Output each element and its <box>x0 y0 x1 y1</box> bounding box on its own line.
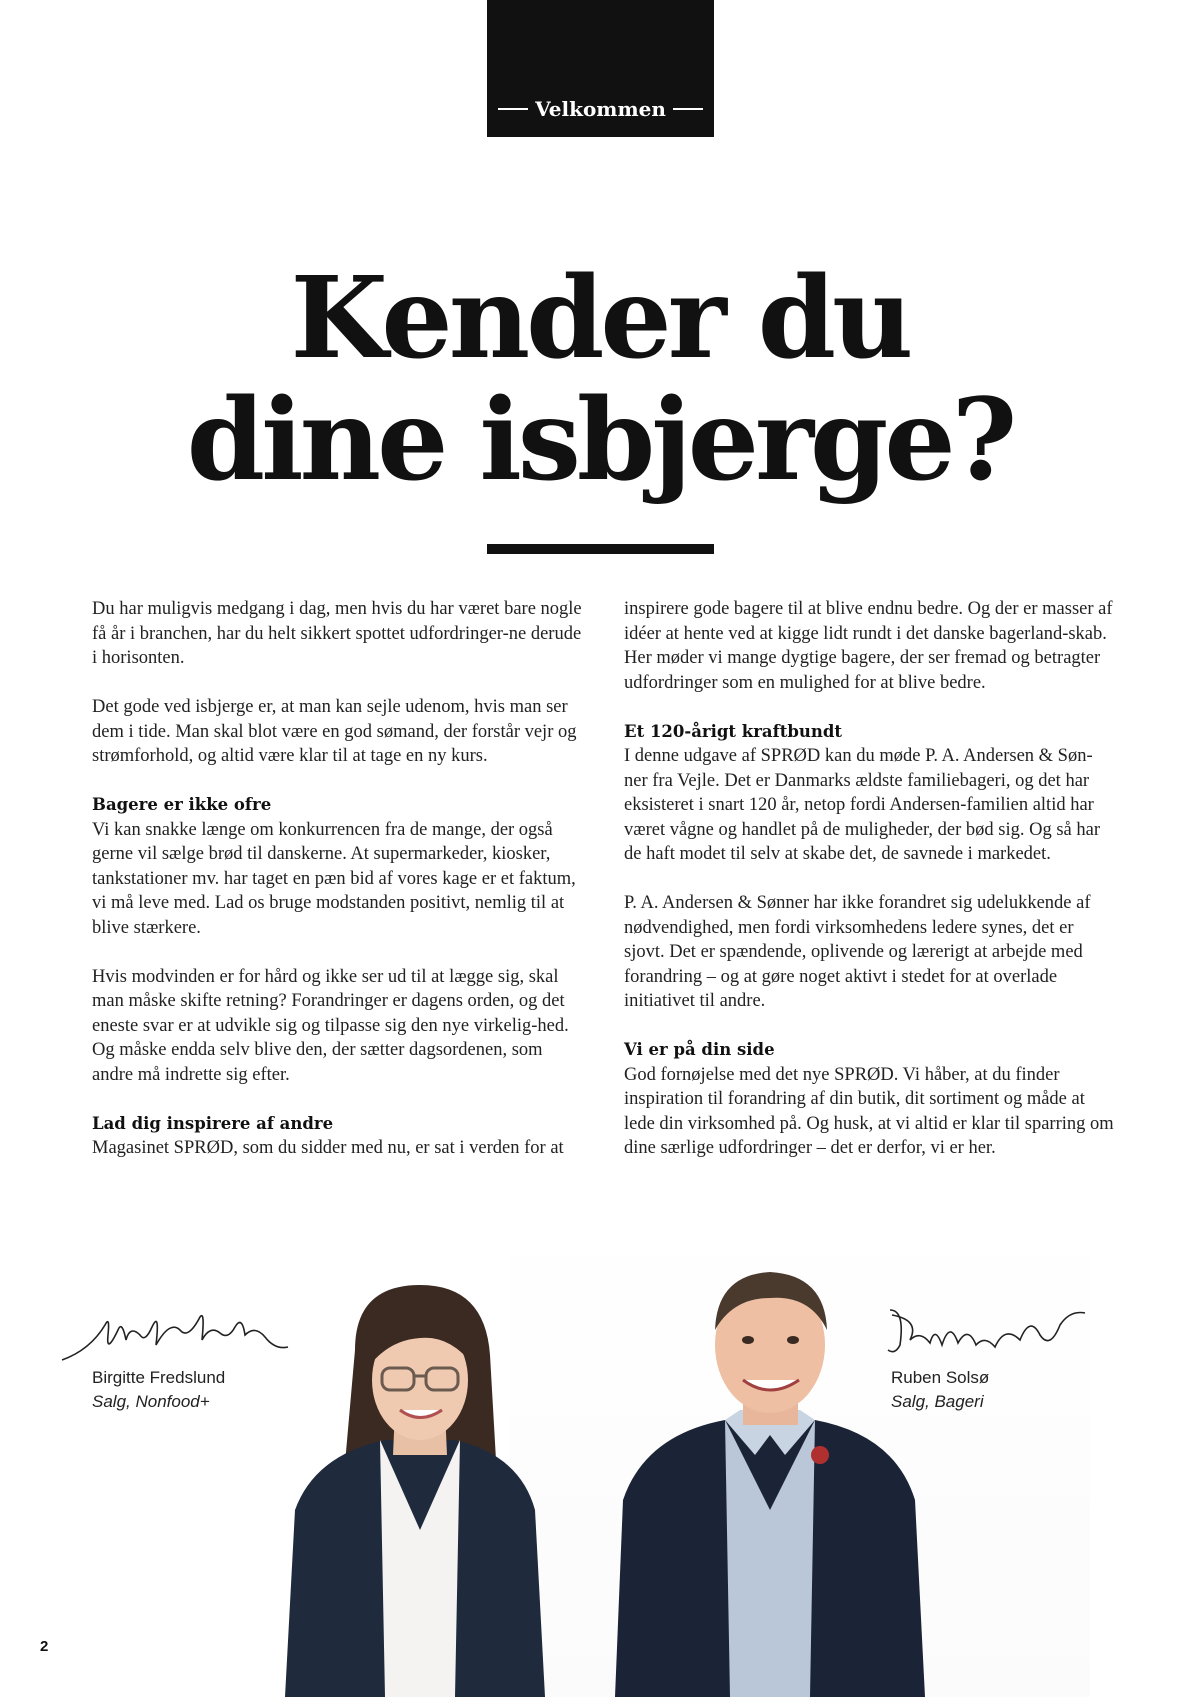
signature-ruben <box>880 1305 1090 1365</box>
paragraph: Magasinet SPRØD, som du sidder med nu, er sat i verden for at <box>92 1138 564 1158</box>
person-role: Salg, Nonfood+ <box>92 1392 210 1411</box>
dash-left <box>498 108 528 110</box>
subheading: Vi er på din side <box>624 1040 775 1059</box>
headline-line-2: dine isbjerge? <box>186 375 1014 506</box>
dash-right <box>673 108 703 110</box>
paragraph: Du har muligvis medgang i dag, men hvis du har været bare nogle få år i branchen, har du helt sikkert spottet udfordringer-ne derude i horisonten. <box>92 599 582 668</box>
subheading: Bagere er ikke ofre <box>92 795 272 814</box>
subheading: Lad dig inspirere af andre <box>92 1113 334 1133</box>
paragraph: God fornøjelse med det nye SPRØD. Vi håber, at du finder inspiration til forandring af din butik, dit sortiment og måde at lede din virksomhed på. Og husk, at vi altid er klar til sparring om dine særlige udfordringer – det er derfor, vi er her. <box>624 1064 1114 1158</box>
signature-birgitte <box>60 1305 290 1365</box>
section-tab-label: Velkommen <box>535 97 666 121</box>
paragraph: inspirere gode bagere til at blive endnu bedre. Og der er masser af idéer at hente ved at kigge lidt rundt i det danske bagerland-skab. Her møder vi mange dygtige bagere, der ser fremad og betragter udfordringer som en mulighed for at blive bedre. <box>624 599 1113 693</box>
paragraph: Hvis modvinden er for hård og ikke ser ud til at lægge sig, skal man måske skifte retning? Forandringer er dagens orden, og det eneste svar er at udvikle sig og tilpasse sig den nye virkelig-hed. Og måske endda selv blive den, der sætter dagsordenen, som andre må indrette sig efter. <box>92 966 569 1085</box>
portrait-birgitte <box>285 1280 545 1697</box>
portrait-ruben <box>615 1240 925 1697</box>
paragraph: P. A. Andersen & Sønner har ikke forandret sig udelukkende af nødvendighed, men fordi virksomhedens ledere synes, det er sjovt. Det er spændende, oplivende og lærerigt at arbejde med forandring – og at gøre noget aktivt i stedet for at overlade initiativet til andre. <box>624 893 1091 1011</box>
person-card-ruben <box>891 1366 989 1414</box>
paragraph: Vi kan snakke længe om konkurrencen fra de mange, der også gerne vil sælge brød til danskerne. At supermarkeder, kiosker, tankstationer mv. har taget en pæn bid af vores kage er et faktum, vi må leve med. Lad os bruge modstanden positivt, nemlig til at blive stærkere. <box>92 819 576 938</box>
person-name: Birgitte Fredslund <box>92 1368 226 1387</box>
person-name: Ruben Solsø <box>891 1368 990 1387</box>
person-role: Salg, Bageri <box>891 1392 984 1411</box>
person-card-birgitte <box>92 1366 225 1414</box>
subheading: Et 120-årigt kraftbundt <box>624 721 843 741</box>
page-headline <box>0 253 1200 506</box>
right-column <box>624 597 1114 1185</box>
page-number: 2 <box>40 1638 49 1655</box>
paragraph: I denne udgave af SPRØD kan du møde P. A. Andersen & Søn-ner fra Vejle. Det er Danmarks ældste familiebageri, og det har eksisteret i snart 120 år, netop fordi Andersen-familien altid har været vågne og handlet på de muligheder, der bød sig. Og så har de haft modet til selv at skabe det, de savnede i markedet. <box>624 746 1101 864</box>
left-column <box>92 597 582 1185</box>
headline-line-1: Kender du <box>290 253 910 384</box>
section-tab <box>487 0 714 137</box>
paragraph: Det gode ved isbjerge er, at man kan sejle udenom, hvis man ser dem i tide. Man skal blot være en god sømand, der forstår vejr og strømforhold, og altid være klar til at tage en ny kurs. <box>92 697 577 766</box>
headline-underline <box>487 544 714 554</box>
